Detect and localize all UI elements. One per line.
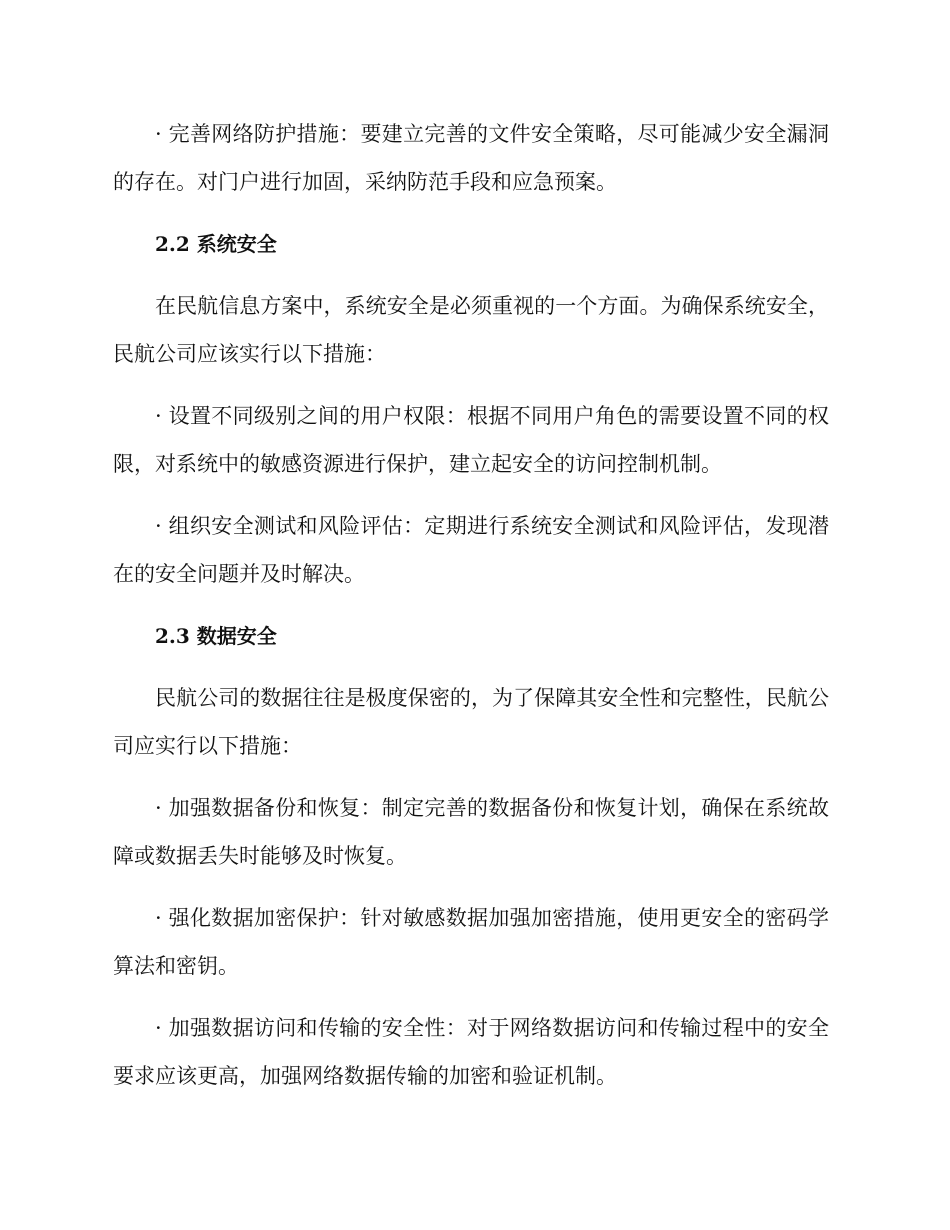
- bullet-security-testing: · 组织安全测试和风险评估：定期进行系统安全测试和风险评估，发现潜在的安全问题并及时解决。: [113, 514, 829, 586]
- bullet-network-protection: · 完善网络防护措施：要建立完善的文件安全策略，尽可能减少安全漏洞的存在。对门户进行加固，采纳防范手段和应急预案。: [113, 122, 829, 194]
- data-security-intro: 民航公司的数据往往是极度保密的，为了保障其安全性和完整性，民航公司应实行以下措施：: [113, 686, 829, 758]
- bullet-user-permissions: · 设置不同级别之间的用户权限：根据不同用户角色的需要设置不同的权限，对系统中的敏感资源进行保护，建立起安全的访问控制机制。: [113, 404, 829, 476]
- bullet-data-encryption: · 强化数据加密保护：针对敏感数据加强加密措施，使用更安全的密码学算法和密钥。: [113, 906, 829, 978]
- bullet-data-transmission: · 加强数据访问和传输的安全性：对于网络数据访问和传输过程中的安全要求应该更高，加强网络数据传输的加密和验证机制。: [113, 1016, 829, 1088]
- bullet-data-backup: · 加强数据备份和恢复：制定完善的数据备份和恢复计划，确保在系统故障或数据丢失时能够及时恢复。: [113, 796, 829, 868]
- section-heading-data-security: 2.3 数据安全: [155, 624, 277, 648]
- document-body: [113, 110, 829, 1114]
- section-heading-system-security: 2.2 系统安全: [155, 232, 277, 256]
- system-security-intro: 在民航信息方案中，系统安全是必须重视的一个方面。为确保系统安全，民航公司应该实行以下措施：: [113, 294, 829, 366]
